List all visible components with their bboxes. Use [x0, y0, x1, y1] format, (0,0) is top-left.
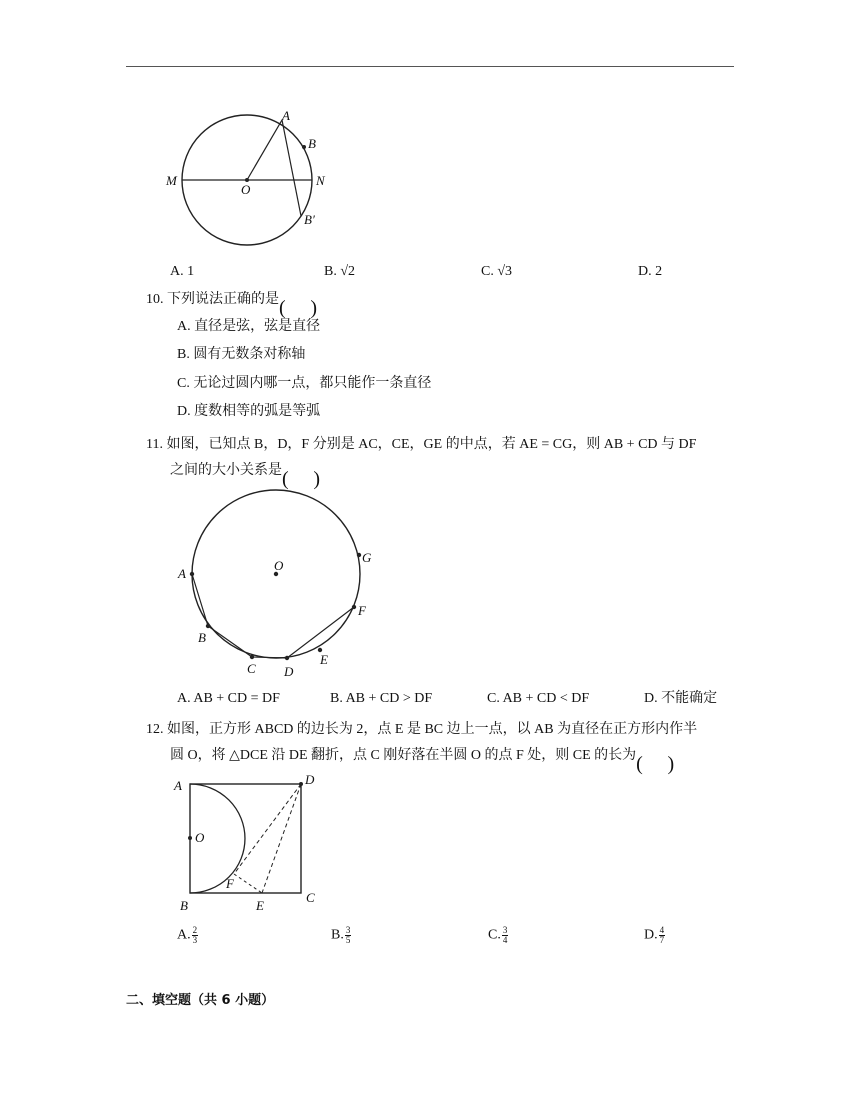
q9-label-A: A — [282, 108, 290, 123]
q9-option-c: C. √3 — [481, 264, 513, 279]
q9-option-d: D. 2 — [638, 264, 663, 279]
q12-option-a-fraction — [192, 926, 199, 945]
q9-circle-figure — [162, 108, 342, 258]
q12-option-c-num: 3 — [502, 925, 508, 935]
q11-label-O: O — [274, 558, 284, 573]
q12-stem-line1: 12. 如图，正方形 ABCD 的边长为 2，点 E 是 BC 边上一点，以 AB 为直径在正方形内作半 — [146, 722, 698, 737]
q11-option-d: D. 不能确定 — [644, 691, 718, 706]
q12-option-c — [488, 926, 508, 945]
q12-stem-line2-text: 圆 O，将 △DCE 沿 DE 翻折，点 C 刚好落在半圆 O 的点 F 处，则 CE 的长为 — [170, 748, 637, 763]
q9-label-N: N — [316, 173, 325, 188]
q12-stem-line2 — [170, 747, 674, 765]
q12-option-b — [331, 926, 351, 945]
q9-label-B: B — [308, 136, 316, 151]
q12-label-A: A — [174, 778, 182, 793]
section-2-title: 二、填空题（共 6 小题） — [126, 993, 275, 1008]
q10-option-b: B. 圆有无数条对称轴 — [177, 347, 306, 362]
q12-option-b-num: 3 — [345, 925, 351, 935]
q10-option-c: C. 无论过圆内哪一点，都只能作一条直径 — [177, 376, 432, 391]
q10-stem — [146, 291, 317, 309]
q9-label-M: M — [166, 173, 177, 188]
q12-option-b-letter: B. — [331, 927, 344, 943]
q11-option-c: C. AB + CD < DF — [487, 691, 590, 706]
q11-label-B: B — [198, 630, 206, 645]
q12-label-B: B — [180, 898, 188, 913]
q12-option-c-letter: C. — [488, 927, 501, 943]
q12-option-a-letter: A. — [177, 927, 191, 943]
q12-label-O: O — [195, 830, 205, 845]
q11-label-G: G — [362, 550, 372, 565]
q9-label-Bp: B′ — [304, 212, 315, 227]
q11-label-E: E — [320, 652, 328, 667]
q12-option-d-den: 7 — [659, 935, 665, 945]
q12-option-c-den: 4 — [502, 935, 508, 945]
q12-option-a-den: 3 — [192, 935, 198, 945]
q12-label-D: D — [305, 772, 315, 787]
q11-option-a: A. AB + CD = DF — [177, 691, 280, 706]
q11-stem-line2 — [170, 462, 320, 480]
header-rule — [126, 66, 734, 67]
q12-square-figure — [168, 770, 328, 920]
q10-option-a: A. 直径是弦，弦是直径 — [177, 319, 321, 334]
q11-stem-line2-text: 之间的大小关系是 — [170, 463, 282, 478]
q11-label-F: F — [358, 603, 366, 618]
q12-option-a — [177, 926, 198, 945]
q12-option-b-fraction — [345, 926, 352, 945]
q12-label-C: C — [306, 890, 315, 905]
q12-label-F: F — [226, 876, 234, 891]
q12-option-a-num: 2 — [192, 925, 198, 935]
q12-label-E: E — [256, 898, 264, 913]
q12-option-d-fraction — [659, 926, 666, 945]
q12-option-d — [644, 926, 665, 945]
q9-option-a: A. 1 — [170, 264, 195, 279]
q11-label-C: C — [247, 661, 256, 676]
q12-option-d-num: 4 — [659, 925, 665, 935]
q11-label-A: A — [178, 566, 186, 581]
q9-option-b: B. √2 — [324, 264, 356, 279]
q12-option-c-fraction — [502, 926, 509, 945]
q9-label-O: O — [241, 182, 251, 197]
q11-label-D: D — [284, 664, 294, 679]
q10-option-d: D. 度数相等的弧是等弧 — [177, 404, 321, 419]
q10-stem-text: 10. 下列说法正确的是 — [146, 292, 279, 307]
q11-circle-figure — [170, 488, 385, 688]
q12-option-d-letter: D. — [644, 927, 658, 943]
q12-option-b-den: 5 — [345, 935, 351, 945]
q11-stem-line1: 11. 如图，已知点 B，D，F 分别是 AC，CE，GE 的中点，若 AE = CG，则 AB + CD 与 DF — [146, 437, 697, 452]
q11-option-b: B. AB + CD > DF — [330, 691, 433, 706]
